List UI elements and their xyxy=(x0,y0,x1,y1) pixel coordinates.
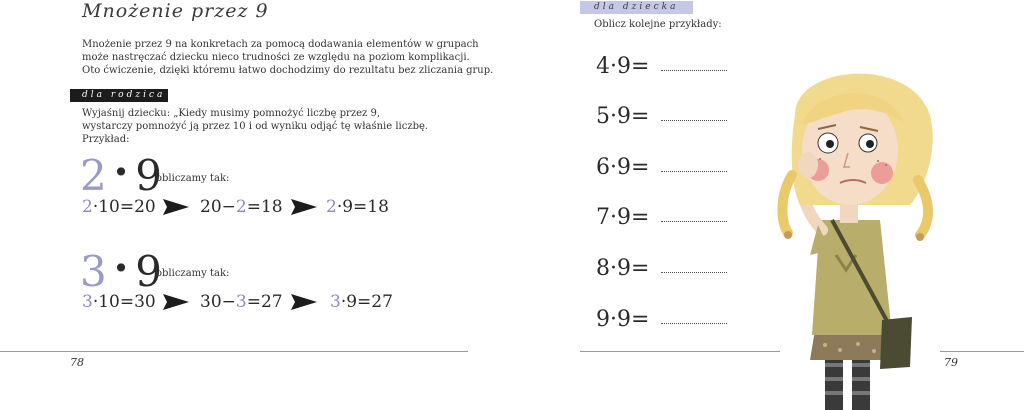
exercise-row xyxy=(596,205,727,230)
arrow-right-icon xyxy=(290,293,318,311)
intro-line: Oto ćwiczenie, dzięki któremu łatwo dochodzimy do rezultatu bez zliczania grup. xyxy=(82,65,494,76)
answer-blank[interactable] xyxy=(661,120,727,121)
explain-line: wystarczy pomnożyć ją przez 10 i od wyniku odjąć tę właśnie liczbę. xyxy=(82,121,429,132)
step-number: 3 xyxy=(330,292,341,312)
example-1-step-2 xyxy=(200,197,283,217)
exercise-text: 8·9= xyxy=(596,256,650,281)
example-2-equation xyxy=(80,247,162,296)
explain-line: Przykład: xyxy=(82,134,130,145)
left-page-number: 78 xyxy=(70,356,84,369)
right-page-divider-end xyxy=(940,351,1024,352)
multiply-sign: • xyxy=(112,156,130,189)
example-1-equation xyxy=(80,151,162,200)
step-rest: ·9=27 xyxy=(340,292,393,312)
step-rest: ·10=20 xyxy=(92,197,156,217)
step-number: 2 xyxy=(82,197,93,217)
exercise-row xyxy=(596,256,727,281)
example-2-step-1 xyxy=(82,292,156,312)
step-part: 30− xyxy=(200,292,236,312)
example-1-number: 2 xyxy=(80,151,107,200)
step-number: 3 xyxy=(235,292,247,312)
girl-thinking-illustration xyxy=(770,55,950,410)
intro-line: może nastręczać dziecku nieco trudności ze względu na poziom komplikacji. xyxy=(82,52,470,63)
exercise-row xyxy=(596,307,727,332)
intro-paragraph xyxy=(82,38,493,77)
example-1-nine: 9 xyxy=(135,151,162,200)
step-rest: =18 xyxy=(246,197,283,217)
exercise-row xyxy=(596,54,727,79)
child-tag: dla dziecka xyxy=(580,1,693,14)
answer-blank[interactable] xyxy=(661,171,727,172)
example-2-label: obliczamy tak: xyxy=(156,268,230,279)
exercise-text: 5·9= xyxy=(596,104,650,129)
exercise-text: 7·9= xyxy=(596,205,650,230)
arrow-right-icon xyxy=(162,293,190,311)
step-number: 3 xyxy=(82,292,93,312)
arrow-right-icon xyxy=(290,198,318,216)
example-2-nine: 9 xyxy=(135,247,162,296)
intro-line: Mnożenie przez 9 na konkretach za pomocą dodawania elementów w grupach xyxy=(82,39,479,50)
step-rest: ·10=30 xyxy=(92,292,156,312)
step-rest: =27 xyxy=(246,292,283,312)
example-2-step-2 xyxy=(200,292,283,312)
explain-line: Wyjaśnij dziecku: „Kiedy musimy pomnożyć liczbę przez 9, xyxy=(82,108,380,119)
answer-blank[interactable] xyxy=(661,70,727,71)
explain-paragraph xyxy=(82,107,428,146)
example-2-number: 3 xyxy=(80,247,107,296)
exercise-instruction: Oblicz kolejne przykłady: xyxy=(594,19,722,30)
example-2-step-3 xyxy=(330,292,393,312)
exercise-text: 6·9= xyxy=(596,155,650,180)
answer-blank[interactable] xyxy=(661,272,727,273)
page-title: Mnożenie przez 9 xyxy=(82,0,269,22)
exercise-row xyxy=(596,104,727,129)
arrow-right-icon xyxy=(162,198,190,216)
exercise-text: 4·9= xyxy=(596,54,650,79)
answer-blank[interactable] xyxy=(661,221,727,222)
answer-blank[interactable] xyxy=(661,323,727,324)
exercise-row xyxy=(596,155,727,180)
step-number: 2 xyxy=(326,197,337,217)
step-number: 2 xyxy=(235,197,247,217)
multiply-sign: • xyxy=(112,252,130,285)
step-rest: ·9=18 xyxy=(336,197,389,217)
step-part: 20− xyxy=(200,197,236,217)
right-page-divider xyxy=(580,351,780,352)
exercise-text: 9·9= xyxy=(596,307,650,332)
example-1-step-3 xyxy=(326,197,389,217)
left-page-divider xyxy=(0,351,468,352)
example-1-label: obliczamy tak: xyxy=(156,173,230,184)
parent-tag: dla rodzica xyxy=(70,89,168,102)
example-1-step-1 xyxy=(82,197,156,217)
right-page-number: 79 xyxy=(944,356,958,369)
